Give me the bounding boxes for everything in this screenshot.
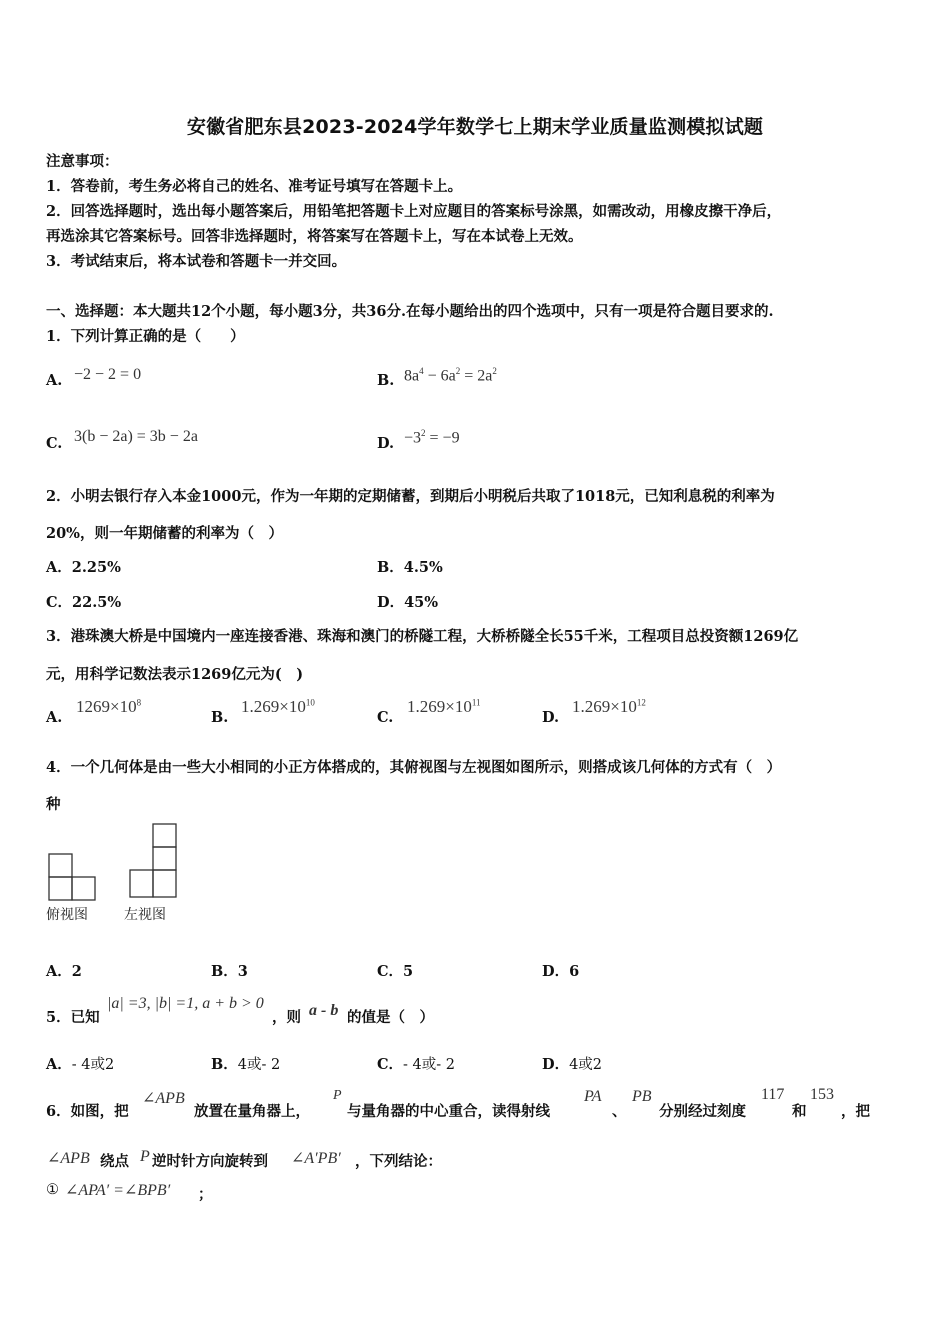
q5-stem-post: 的值是（ ） bbox=[347, 1009, 434, 1026]
q6-line2-text-1: 绕点 bbox=[100, 1153, 129, 1170]
q6-and: 和 bbox=[792, 1103, 807, 1120]
q5-option-b: B．4或- 2 bbox=[211, 1056, 281, 1073]
q6-text-2: 放置在量角器上， bbox=[194, 1103, 310, 1120]
q6-degree-2: 153 bbox=[810, 1086, 834, 1103]
q2-option-c: C．22.5% bbox=[46, 594, 122, 611]
q6-degree-1: 117 bbox=[761, 1086, 785, 1103]
q2-option-a: A．2.25% bbox=[46, 559, 121, 576]
q5-stem-pre: 5．已知 bbox=[46, 1009, 100, 1026]
q5-stem-mid: ，则 bbox=[272, 1009, 301, 1026]
q4-stem-line1: 4．一个几何体是由一些大小相同的小正方体搭成的，其俯视图与左视图如图所示，则搭成该几何体的方式有（ ） bbox=[46, 759, 782, 776]
top-view-label: 俯视图 bbox=[46, 907, 88, 923]
left-view-label: 左视图 bbox=[124, 907, 166, 923]
q3-stem-line1: 3．港珠澳大桥是中国境内一座连接香港、珠海和澳门的桥隧工程，大桥桥隧全长55千米，工程项目总投资额1269亿 bbox=[46, 628, 799, 645]
q6-line2-point-p: P bbox=[140, 1148, 150, 1165]
page-title: 安徽省肥东县2023-2024学年数学七上期末学业质量监测模拟试题 bbox=[186, 116, 764, 138]
q6-conclusion-1-end: ； bbox=[198, 1186, 213, 1203]
q6-text-4: 分别经过刻度 bbox=[659, 1103, 746, 1120]
q1-option-a-label: A. bbox=[46, 372, 63, 389]
q5-condition: |a| =3, |b| =1, a + b > 0 bbox=[107, 995, 264, 1012]
q1-stem: 1．下列计算正确的是（ ） bbox=[46, 328, 245, 345]
q2-stem-line1: 2．小明去银行存入本金1000元，作为一年期的定期储蓄，到期后小明税后共取了1018元，已知利息税的利率为 bbox=[46, 488, 775, 505]
q2-option-b: B．4.5% bbox=[377, 559, 443, 576]
q1-option-d: $-3^2 = -9$ bbox=[404, 428, 460, 447]
q2-stem-line2: 20%，则一年期储蓄的利率为（ ） bbox=[46, 525, 283, 542]
q2-option-d: D．45% bbox=[377, 594, 439, 611]
q5-option-a: A．- 4或2 bbox=[46, 1056, 115, 1073]
q5-expression: a - b bbox=[309, 1002, 339, 1019]
q6-ray-pa: PA bbox=[584, 1088, 602, 1105]
notice-item-2: 2．回答选择题时，选出每小题答案后，用铅笔把答题卡上对应题目的答案标号涂黑，如需改动，用橡皮擦干净后， bbox=[46, 203, 782, 220]
q6-point-p: P bbox=[333, 1088, 342, 1103]
q1-option-b: $8a^4 - 6a^2 = 2a^2$ bbox=[404, 366, 497, 385]
q1-option-c: 3(b − 2a) = 3b − 2a bbox=[74, 428, 198, 445]
q3-option-b-label: B. bbox=[211, 709, 229, 726]
q4-option-b: B．3 bbox=[211, 963, 248, 980]
q1-option-c-label: C. bbox=[46, 435, 63, 452]
section-heading: 一、选择题：本大题共12个小题，每小题3分，共36分.在每小题给出的四个选项中，只有一项是符合题目要求的. bbox=[46, 303, 774, 320]
notice-item-1: 1．答卷前，考生务必将自己的姓名、准考证号填写在答题卡上。 bbox=[46, 178, 463, 195]
q1-option-d-label: D. bbox=[377, 435, 395, 452]
q6-separator: 、 bbox=[612, 1103, 627, 1120]
q3-option-a-label: A. bbox=[46, 709, 63, 726]
q6-line2-angle: ∠APB bbox=[47, 1150, 90, 1167]
top-view-figure bbox=[44, 850, 104, 904]
q6-conclusion-1-num: ① bbox=[46, 1182, 59, 1198]
q4-stem-line2: 种 bbox=[46, 796, 61, 813]
q3-option-b: $1.269\times 10^{10}$ bbox=[241, 697, 315, 716]
q6-angle-apb: ∠APB bbox=[142, 1090, 185, 1107]
q3-stem-line2: 元，用科学记数法表示1269亿元为( ) bbox=[46, 666, 304, 683]
q3-option-a: $1269\times 10^8$ bbox=[76, 697, 142, 716]
q3-option-d: $1.269\times 10^{12}$ bbox=[572, 697, 646, 716]
left-view-figure bbox=[126, 820, 182, 904]
q3-option-c-label: C. bbox=[377, 709, 394, 726]
q5-option-c: C．- 4或- 2 bbox=[377, 1056, 456, 1073]
q1-option-b-label: B. bbox=[377, 372, 395, 389]
q6-text-3: 与量角器的中心重合，读得射线 bbox=[347, 1103, 550, 1120]
q4-option-c: C．5 bbox=[377, 963, 414, 980]
q6-line2-angle-rotated: ∠A′PB′ bbox=[291, 1150, 341, 1167]
q5-option-d: D．4或2 bbox=[542, 1056, 603, 1073]
q4-option-a: A．2 bbox=[46, 963, 82, 980]
q6-text-1: 6．如图，把 bbox=[46, 1103, 129, 1120]
q6-line2-text-2: 逆时针方向旋转到 bbox=[152, 1153, 268, 1170]
q6-conclusion-1: ∠APA′ =∠BPB′ bbox=[65, 1182, 171, 1199]
q6-text-5: ，把 bbox=[841, 1103, 870, 1120]
q3-option-c: $1.269\times 10^{11}$ bbox=[407, 697, 481, 716]
notice-item-3: 3．考试结束后，将本试卷和答题卡一并交回。 bbox=[46, 253, 347, 270]
q6-line2-text-3: ，下列结论： bbox=[355, 1153, 442, 1170]
q3-option-d-label: D. bbox=[542, 709, 560, 726]
q6-ray-pb: PB bbox=[632, 1088, 652, 1105]
notice-item-2-cont: 再选涂其它答案标号。回答非选择题时，将答案写在答题卡上，写在本试卷上无效。 bbox=[46, 228, 583, 245]
q4-option-d: D．6 bbox=[542, 963, 580, 980]
q1-option-a: −2 − 2 = 0 bbox=[74, 366, 142, 383]
notice-heading: 注意事项： bbox=[46, 153, 119, 170]
